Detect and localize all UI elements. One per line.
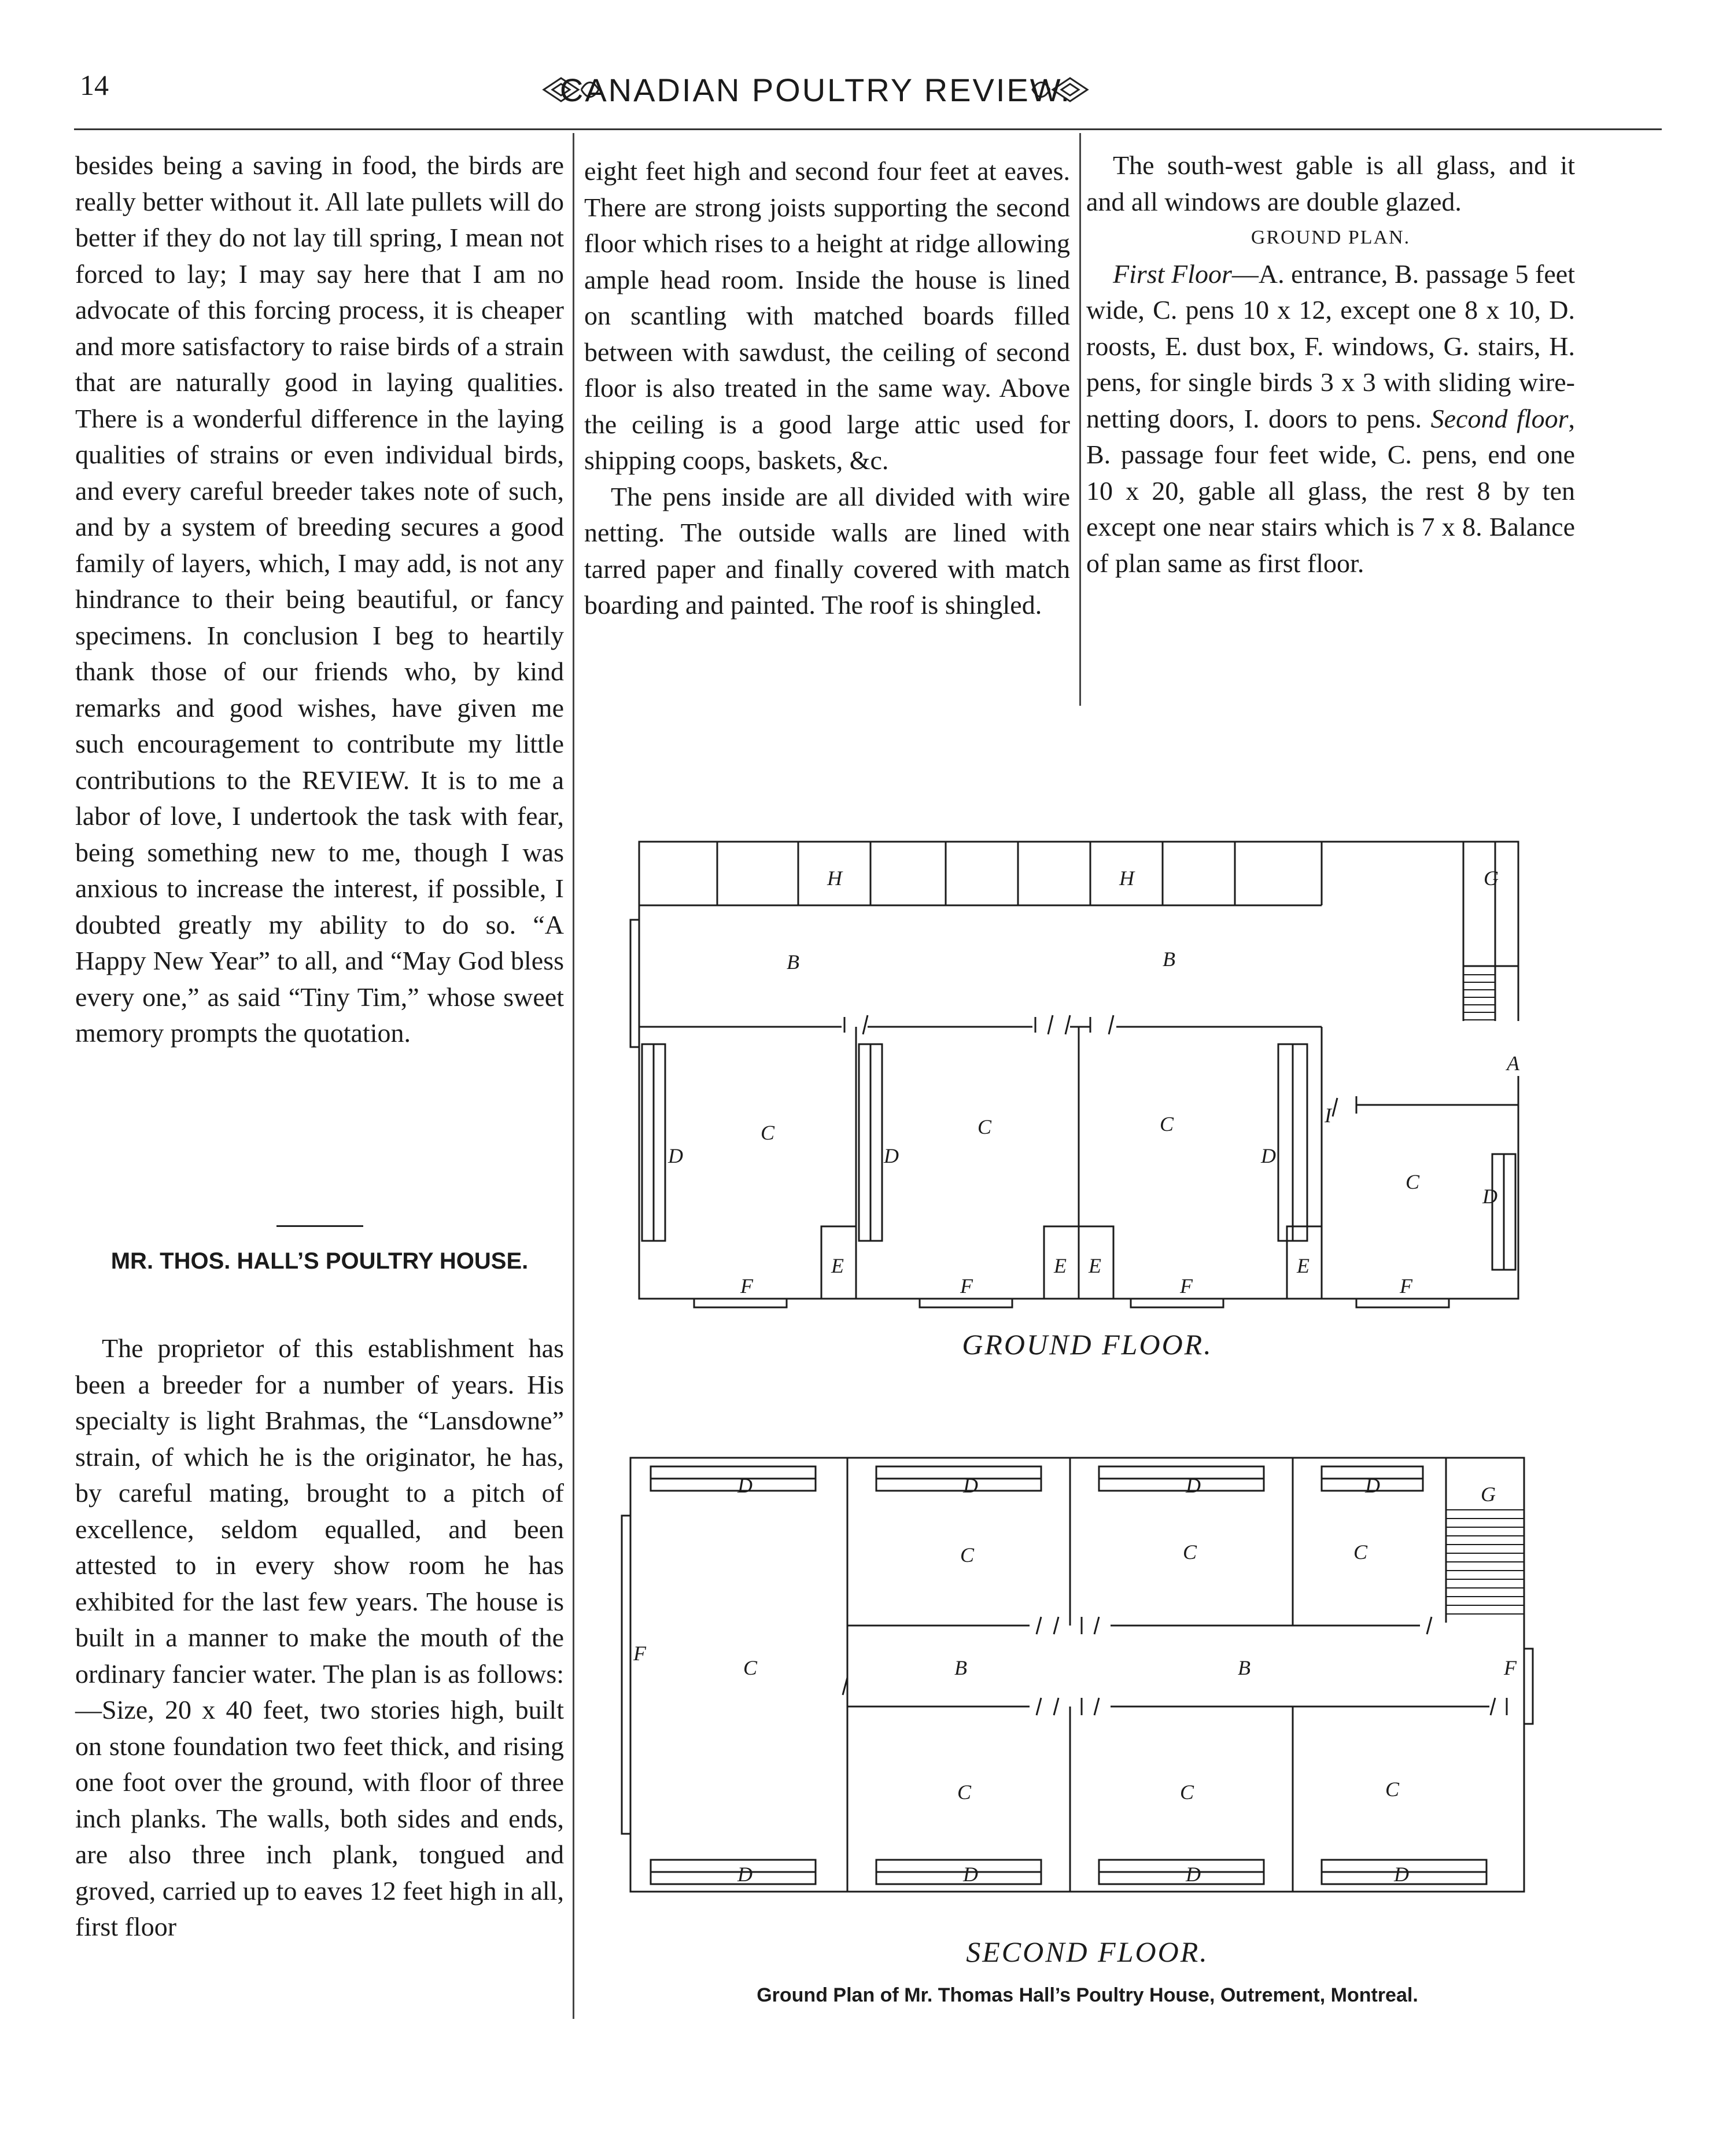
first-floor-label: First Floor — [1113, 259, 1232, 289]
label-c-4: C — [1406, 1170, 1420, 1193]
label-h-1: H — [827, 867, 842, 890]
column-rule-right — [1079, 133, 1081, 706]
label-d-4: D — [1482, 1185, 1497, 1208]
label-d-s7: D — [1186, 1863, 1201, 1886]
column-rule-left — [573, 133, 574, 2019]
label-b-1: B — [787, 950, 799, 974]
second-floor-text: , B. passage four feet wide, C. pens, end one 10 x 20, gable all glass, the rest 8 by ten except one near stairs which is 7 x 8. Balance of plan same as first floor. — [1086, 403, 1576, 578]
label-f-4: F — [1400, 1274, 1412, 1298]
column-two — [584, 153, 1070, 624]
label-b-s2: B — [1238, 1656, 1251, 1679]
label-b-2: B — [1163, 948, 1175, 971]
figure-caption: Ground Plan of Mr. Thomas Hall’s Poultry House, Outrement, Montreal. — [757, 1984, 1418, 2006]
label-c-s4: C — [743, 1656, 758, 1679]
second-floor-label: Second floor — [1430, 403, 1569, 433]
label-c-s1: C — [960, 1543, 975, 1567]
label-d-s4: D — [1365, 1474, 1380, 1497]
ground-plan-subhead: GROUND PLAN. — [1251, 227, 1411, 248]
article-title: MR. THOS. HALL’S POULTRY HOUSE. — [110, 1248, 529, 1274]
first-floor-text: —A. entrance, B. passage 5 feet wide, C. pens 10 x 12, except one 8 x 10, D. roosts, E. dust box, F. windows, G. stairs, H. pens, for single birds 3 x 3 with sliding wire-netting doors, I. doors to pens. — [1086, 259, 1575, 433]
label-c-1: C — [761, 1121, 775, 1144]
label-g-ground: G — [1484, 867, 1499, 890]
label-f-s1: F — [633, 1642, 646, 1665]
label-d-s8: D — [1394, 1863, 1409, 1886]
column-one-paragraph: besides being a saving in food, the birds are really better without it. All late pullets will do better if they do not lay till spring, I mean not forced to lay; I may say here that I am no advocate of this forcing process, it is cheaper and more satisfactory to raise birds of a strain that are naturally good in laying qualities. There is a wonderful difference in the laying qualities of strains or even individual birds, and every careful breeder takes note of such, and by a system of breeding secures a good family of layers, which, I may add, is not any hindrance to their being beautiful, or fancy specimens. In conclusion I beg to heartily thank those of our friends who, by kind remarks and good wishes, have given me such encouragement to contribute my little contributions to the REVIEW. It is to me a labor of love, I undertook the task with fear, being something new to me, though I was anxious to increase the interest, if possible, I doubted greatly my ability to do so. “A Happy New Year” to all, and “May God bless every one,” as said “Tiny Tim,” whose sweet memory prompts the quotation. — [75, 150, 564, 1048]
label-d-s5: D — [737, 1863, 753, 1886]
label-h-2: H — [1119, 867, 1134, 890]
label-e-3: E — [1089, 1254, 1101, 1277]
label-e-2: E — [1054, 1254, 1067, 1277]
label-f-1: F — [740, 1274, 753, 1298]
label-d-3: D — [1261, 1144, 1276, 1167]
masthead-logo — [538, 58, 1093, 121]
label-c-3: C — [1160, 1112, 1174, 1136]
column-two-paragraph-1: eight feet high and second four feet at eaves. There are strong joists supporting the second floor which rises to a height at ridge allowing ample head room. Inside the house is lined on scantling with matched boards filled between with sawdust, the ceiling of second floor is also treated in the same way. Above the ceiling is a good large attic used for shipping coops, baskets, &c. — [584, 156, 1070, 475]
column-three-paragraph-1: The south-west gable is all glass, and it and all windows are double glazed. — [1086, 150, 1575, 216]
label-c-s6: C — [1180, 1781, 1194, 1804]
label-d-s2: D — [963, 1474, 978, 1497]
label-e-4: E — [1297, 1254, 1310, 1277]
ground-floor-caption: GROUND FLOOR. — [962, 1328, 1213, 1361]
column-two-paragraph-2: The pens inside are all divided with wire netting. The outside walls are lined with tarred paper and finally covered with match boarding and painted. The roof is shingled. — [584, 481, 1070, 620]
label-f-2: F — [960, 1274, 973, 1298]
second-floor-outline — [630, 1458, 1524, 1892]
label-d-2: D — [884, 1144, 899, 1167]
label-c-s7: C — [1385, 1778, 1400, 1801]
label-c-s3: C — [1353, 1540, 1368, 1564]
article-body — [75, 1331, 564, 1945]
column-one — [75, 148, 564, 1052]
label-d-s6: D — [963, 1863, 978, 1886]
floor-plan-drawing — [613, 827, 1539, 1915]
header-rule — [74, 128, 1662, 130]
label-c-s5: C — [957, 1781, 972, 1804]
label-a: A — [1507, 1052, 1519, 1075]
masthead-title: CANADIAN POULTRY REVIEW. — [559, 72, 1072, 108]
label-d-s3: D — [1186, 1474, 1201, 1497]
label-e-1: E — [831, 1254, 844, 1277]
page-number: 14 — [80, 69, 109, 101]
article-paragraph: The proprietor of this establishment has been a breeder for a number of years. His specialty is light Brahmas, the “Lansdowne” strain, of which he is the originator, he has, by careful mating, brought to a pitch of excellence, seldom equalled, and been attested to in every show room he has exhibited for the last few years. The house is built in a manner to make the mouth of the ordinary fancier water. The plan is as follows:—Size, 20 x 40 feet, two stories high, built on stone foundation two feet thick, and rising one foot over the ground, with floor of three inch planks. The walls, both sides and ends, are also three inch plank, tongued and groved, carried up to eaves 12 feet high in all, first floor — [75, 1333, 564, 1941]
column-three — [1086, 148, 1575, 581]
label-b-s1: B — [954, 1656, 967, 1679]
label-f-3: F — [1180, 1274, 1193, 1298]
label-g-second: G — [1481, 1483, 1496, 1506]
label-d-s1: D — [737, 1474, 753, 1497]
column-three-paragraph-2 — [1086, 256, 1575, 582]
label-i-1: I — [1325, 1104, 1331, 1127]
label-c-s2: C — [1183, 1540, 1197, 1564]
second-floor-caption: SECOND FLOOR. — [966, 1936, 1209, 1968]
label-f-s2: F — [1504, 1656, 1517, 1679]
label-d-1: D — [668, 1144, 683, 1167]
section-separator — [276, 1225, 363, 1227]
label-c-2: C — [977, 1115, 992, 1138]
